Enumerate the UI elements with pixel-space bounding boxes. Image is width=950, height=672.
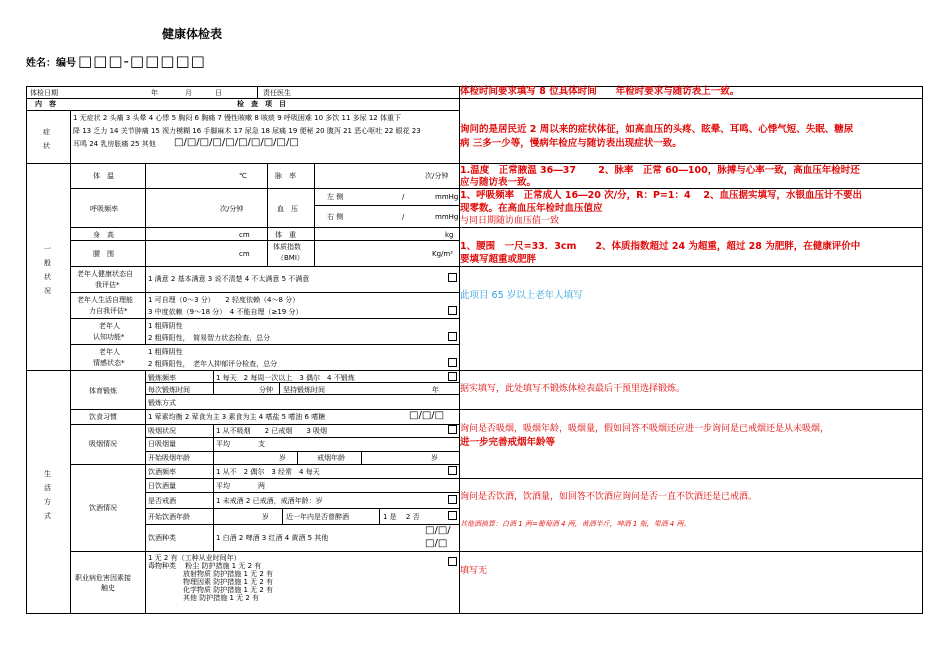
smoking-start-unit: 岁 [279,454,286,462]
cognition-label-1: 老年人 [99,322,120,330]
temp-unit: ℃ [239,172,247,180]
exam-date-label: 体检日期 [30,89,58,97]
symptoms-line-2: 降 13 乏力 14 关节肿痛 15 视力模糊 16 手脚麻木 17 尿急 18 尿痛 19 便秘 20 腹泻 21 恶心呕吐 22 眼花 23 [73,127,421,135]
notes-panel [458,86,923,614]
emotion-option-2: 2 粗筛阳性， 老年人抑郁评分检查，总分 [148,360,278,368]
emotion-option-1: 1 粗筛阴性 [148,348,183,356]
occupation-checkbox[interactable] [448,557,457,566]
exercise-frequency-label: 锻炼频率 [148,374,176,382]
cognition-checkbox[interactable] [448,332,457,341]
smoking-daily-label: 日吸烟量 [148,440,176,448]
weight-unit: kg [445,231,454,239]
occupation-line-2: 毒物种类 粉尘 防护措施 1 无 2 有 [148,562,262,570]
emotion-label-2: 情感状态* [93,359,125,367]
exercise-label: 体育锻炼 [89,387,117,395]
bp-label: 血 压 [277,205,298,213]
drink-kind-label: 饮酒种类 [148,534,176,542]
diet-checkboxes[interactable]: □/□/□ [409,410,445,421]
height-unit: cm [239,231,250,239]
elder-self-label-1: 老年人生活自理能 [77,296,133,304]
elder-health-checkbox[interactable] [448,273,457,282]
cognition-option-1: 1 粗筛阴性 [148,322,183,330]
exercise-time-label: 每次锻炼时间 [148,386,190,394]
bmi-unit: Kg/m² [432,250,454,258]
diet-options: 1 荤素均衡 2 荤食为主 3 素食为主 4 嗜盐 5 嗜油 6 嗜糖 [148,413,326,421]
symptoms-checkboxes[interactable]: □/□/□/□/□/□/□/□/□/□ [174,137,299,148]
emotion-checkbox[interactable] [448,358,457,367]
smoking-quit-label: 戒烟年龄 [317,454,345,462]
note-resp-bp-1: 1、呼吸频率 正常成人 16―20 次/分，R：P=1：4 2、血压据实填写，水银血压计不要出 [460,190,863,201]
diet-label: 饮食习惯 [89,413,117,421]
content-header: 内 容 [35,100,56,108]
drunk-checkbox[interactable] [448,511,457,520]
note-elderly: 此项目 65 岁以上老年人填写 [460,290,583,301]
occupation-label-1: 职业病危害因素接 [75,574,131,582]
occupation-line-4: 物理因素 防护措施 1 无 2 有 [148,578,274,586]
waist-label: 腰 围 [93,250,114,258]
temp-label: 体 温 [93,172,114,180]
occupation-line-3: 放射物质 防护措施 1 无 2 有 [148,570,274,578]
bp-left-slash: / [402,193,405,201]
note-exam-date: 体检时间要求填写 8 位具体时间 年检时要求与随访表上一致。 [460,86,740,97]
height-label: 身 高 [93,231,114,239]
exam-day-label: 日 [215,89,222,97]
cognition-label-2: 认知功能* [93,333,125,341]
elder-health-label-2: 我评估* [95,281,120,289]
note-resp-bp-3: 与同日期随访血压值一致 [460,216,560,226]
exam-year-label: 年 [151,89,158,97]
occupation-line-6: 其他 防护措施 1 无 2 有 [148,594,260,602]
items-header: 检 查 项 目 [237,100,286,108]
emotion-label-1: 老年人 [99,348,120,356]
bmi-label: 体质指数 [273,243,301,251]
exam-form [26,86,460,614]
note-symptoms-1: 询问的是居民近 2 周以来的症状体征，如高血压的头疼、眩晕、耳鸣、心悸气短、失眠、糖尿 [460,124,854,135]
lifestyle-label: 生 活 方 式 [44,470,51,520]
drinking-label: 饮酒情况 [89,504,117,512]
drinking-start-unit: 岁 [262,513,269,521]
drinking-daily-label: 日饮酒量 [148,482,176,490]
name-id-row [26,52,206,70]
exercise-frequency-options: 1 每天 2 每周一次以上 3 偶尔 4 不锻炼 [216,374,355,382]
name-label: 姓名： [26,57,56,69]
drinking-quit-label: 是否戒酒 [148,497,176,505]
note-symptoms-2: 病 三多一少等，慢病年检应与随访表出现症状一致。 [460,138,682,149]
smoking-status-options: 1 从不吸烟 2 已戒烟 3 吸烟 [216,427,328,435]
smoking-daily-value: 平均 支 [216,440,265,448]
symptoms-label: 症 状 [43,128,50,150]
note-drinking: 询问是否饮酒，饮酒量，如回答不饮酒应询问是否一直不饮酒还是已戒酒。 [460,492,758,502]
drinking-quit-options: 1 未戒酒 2 已戒酒，戒酒年龄：岁 [216,497,323,505]
pulse-label: 脉 率 [275,172,296,180]
bp-right-unit: mmHg [435,213,459,221]
note-resp-bp-2: 现零数。在高血压年检时血压值应 [460,203,603,214]
exercise-minutes-unit: 分钟 [259,386,273,394]
pulse-unit: 次/分钟 [425,172,449,180]
page-title: 健康体检表 [162,27,223,41]
id-boxes[interactable]: □□□-□□□□□ [78,52,206,70]
drink-kind-options: 1 白酒 2 啤酒 3 红酒 4 黄酒 5 其他 [216,534,329,542]
note-occupation: 填写无 [460,566,488,576]
bp-right-label: 右 侧 [327,213,344,221]
drinking-frequency-options: 1 从不 2 偶尔 3 经常 4 每天 [216,468,320,476]
smoking-start-label: 开始吸烟年龄 [148,454,190,462]
note-waist-bmi-2: 要填写超重或肥胖 [460,254,537,265]
doctor-label: 责任医生 [263,89,291,97]
occupation-line-5: 化学物质 防护措施 1 无 2 有 [148,586,274,594]
note-smoking-2: 进一步完善戒烟年龄等 [460,437,556,448]
bp-right-slash: / [402,213,405,221]
smoking-label: 吸烟情况 [89,440,117,448]
smoking-status-checkbox[interactable] [448,425,457,434]
elder-self-label-2: 力自我评估* [89,307,128,315]
elder-health-label-1: 老年人健康状态自 [77,270,133,278]
drinking-quit-checkbox[interactable] [448,495,457,504]
drinking-frequency-label: 饮酒频率 [148,468,176,476]
elder-self-option-2: 3 中度依赖（9～18 分） 4 不能自理（≥19 分） [148,308,303,316]
drunk-options: 1 是 2 否 [383,513,420,521]
cognition-option-2: 2 粗筛阳性， 简易智力状态检查，总分 [148,334,271,342]
exercise-frequency-checkbox[interactable] [448,372,457,381]
exercise-years-unit: 年 [432,386,439,394]
elder-health-options: 1 满意 2 基本满意 3 说不清楚 4 不太满意 5 不满意 [148,275,310,283]
id-label: 编号 [56,57,76,69]
waist-unit: cm [239,250,250,258]
drinking-daily-value: 平均 两 [216,482,265,490]
resp-label: 呼吸频率 [90,205,118,213]
drinking-frequency-checkbox[interactable] [448,466,457,475]
smoking-quit-unit: 岁 [431,454,438,462]
note-drink-conversion: 其他酒换算：白酒 1 两=葡萄酒 4 两，黄酒半斤，啤酒 1 瓶，果酒 4 两。 [460,520,691,528]
note-temp-pulse-2: 应与随访表一致。 [460,177,537,188]
elder-self-checkbox[interactable] [448,306,457,315]
exercise-method-label: 锻炼方式 [148,399,176,407]
drinking-start-label: 开始饮酒年龄 [148,513,190,521]
note-exercise: 据实填写，此处填写不锻炼体检表最后干预里选择锻炼。 [460,384,686,394]
weight-label: 体 重 [275,231,296,239]
symptoms-line-3: 耳鸣 24 乳房胀痛 25 其他 [73,140,156,148]
resp-unit: 次/分钟 [220,205,244,213]
bp-left-label: 左 侧 [327,193,344,201]
exam-month-label: 月 [185,89,192,97]
bp-left-unit: mmHg [435,193,459,201]
exercise-years-label: 坚持锻炼时间 [283,386,325,394]
bmi-sub: （BMI） [277,254,304,262]
general-label: 一 般 状 况 [44,245,51,295]
note-temp-pulse-1: 1.温度 正常腋温 36―37 2、脉率 正常 60―100，脉搏与心率一致，高血压年检时还 [460,165,860,176]
smoking-status-label: 吸烟状况 [148,427,176,435]
occupation-label-2: 触史 [101,584,115,592]
elder-self-option-1: 1 可自理（0～3 分） 2 轻度依赖（4～8 分） [148,296,300,304]
drink-kind-checkboxes[interactable]: □/□/□/□ [425,525,451,549]
occupation-line-1: 1 无 2 有（工种从业时间年） [148,554,241,562]
drunk-label: 近一年内是否曾醉酒 [286,513,349,521]
note-smoking-1: 询问是否吸烟，吸烟年龄，吸烟量，假如回答不吸烟还应进一步询问是已戒烟还是从未吸烟， [460,424,830,434]
symptoms-line-1: 1 无症状 2 头痛 3 头晕 4 心悸 5 胸闷 6 胸痛 7 慢性咳嗽 8 咳痰 9 呼吸困难 10 多饮 11 多尿 12 体重下 [73,114,401,122]
note-waist-bmi-1: 1、腰围 一尺=33．3cm 2、体质指数超过 24 为超重，超过 28 为肥胖，在健康评价中 [460,241,861,252]
